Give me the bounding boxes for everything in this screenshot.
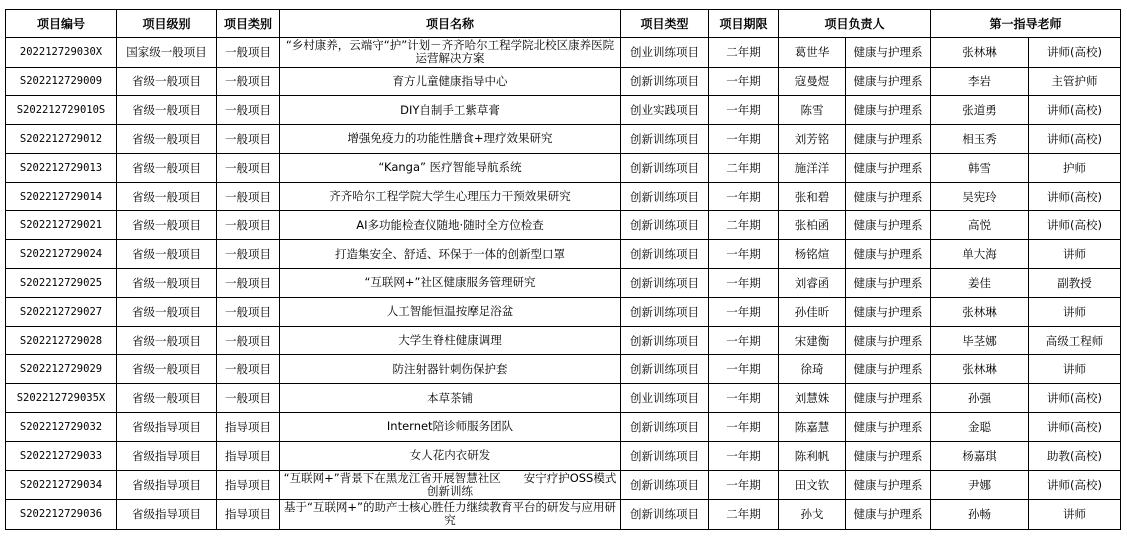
cell-code: S202212729014 [6,182,117,211]
cell-advisor-title: 副教授 [1029,269,1121,298]
cell-code: S202212729036 [6,500,117,530]
table-row [6,269,1121,298]
cell-category: 一般项目 [217,326,280,355]
cell-name: “互联网+”背景下在黑龙江省开展智慧社区 安宁疗护OSS模式创新训练 [280,470,621,500]
cell-duration: 二年期 [709,38,779,68]
cell-leader: 孙戈 [779,500,846,530]
cell-code: S202212729033 [6,441,117,470]
cell-level: 省级指导项目 [117,441,217,470]
cell-duration: 一年期 [709,355,779,384]
cell-type: 创新训练项目 [621,125,709,154]
cell-leader: 田文钦 [779,470,846,500]
cell-name: 大学生脊柱健康调理 [280,326,621,355]
cell-code: S202212729035X [6,384,117,413]
cell-duration: 二年期 [709,500,779,530]
cell-dept: 健康与护理系 [846,96,931,125]
cell-duration: 一年期 [709,269,779,298]
cell-name: 齐齐哈尔工程学院大学生心理压力干预效果研究 [280,182,621,211]
cell-type: 创新训练项目 [621,182,709,211]
cell-advisor-title: 主管护师 [1029,67,1121,96]
cell-advisor-title: 讲师(高校) [1029,384,1121,413]
table-row [6,67,1121,96]
table-row [6,384,1121,413]
cell-dept: 健康与护理系 [846,182,931,211]
table-row [6,96,1121,125]
cell-name: 本草茶铺 [280,384,621,413]
cell-type: 创新训练项目 [621,269,709,298]
header-name: 项目名称 [280,10,621,38]
cell-advisor: 张林琳 [931,38,1029,68]
cell-advisor: 高悦 [931,211,1029,240]
cell-code: S202212729028 [6,326,117,355]
table-row [6,38,1121,68]
projects-table [5,9,1121,530]
cell-advisor-title: 讲师 [1029,500,1121,530]
cell-category: 一般项目 [217,153,280,182]
cell-level: 国家级一般项目 [117,38,217,68]
cell-advisor: 韩雪 [931,153,1029,182]
cell-duration: 二年期 [709,153,779,182]
cell-leader: 陈利帆 [779,441,846,470]
cell-level: 省级一般项目 [117,125,217,154]
cell-advisor-title: 讲师(高校) [1029,182,1121,211]
cell-duration: 一年期 [709,96,779,125]
cell-type: 创新训练项目 [621,211,709,240]
cell-name: 女人花内衣研发 [280,441,621,470]
cell-type: 创业训练项目 [621,384,709,413]
cell-advisor-title: 讲师(高校) [1029,125,1121,154]
cell-category: 一般项目 [217,38,280,68]
cell-leader: 徐琦 [779,355,846,384]
cell-dept: 健康与护理系 [846,125,931,154]
cell-name: 防注射器针刺伤保护套 [280,355,621,384]
cell-type: 创业实践项目 [621,96,709,125]
table-row [6,240,1121,269]
header-advisor: 第一指导老师 [931,10,1121,38]
cell-advisor: 孙畅 [931,500,1029,530]
cell-advisor: 金聪 [931,413,1029,442]
table-row [6,297,1121,326]
cell-code: S202212729027 [6,297,117,326]
cell-advisor-title: 护师 [1029,153,1121,182]
cell-code: S202212729029 [6,355,117,384]
cell-category: 一般项目 [217,182,280,211]
cell-advisor: 单大海 [931,240,1029,269]
cell-leader: 刘芳铭 [779,125,846,154]
cell-leader: 刘睿函 [779,269,846,298]
cell-code: S202212729034 [6,470,117,500]
cell-advisor: 孙强 [931,384,1029,413]
cell-name: 育方儿童健康指导中心 [280,67,621,96]
cell-advisor: 姜佳 [931,269,1029,298]
cell-advisor-title: 讲师 [1029,355,1121,384]
cell-name: 人工智能恒温按摩足浴盆 [280,297,621,326]
cell-type: 创新训练项目 [621,500,709,530]
cell-duration: 二年期 [709,211,779,240]
cell-category: 指导项目 [217,441,280,470]
cell-category: 一般项目 [217,355,280,384]
cell-level: 省级一般项目 [117,211,217,240]
cell-advisor-title: 讲师(高校) [1029,96,1121,125]
cell-duration: 一年期 [709,240,779,269]
cell-code: 202212729030X [6,38,117,68]
cell-level: 省级一般项目 [117,297,217,326]
table-body [6,38,1121,530]
cell-type: 创新训练项目 [621,413,709,442]
cell-advisor-title: 讲师(高校) [1029,211,1121,240]
cell-code: S202212729013 [6,153,117,182]
table-row [6,326,1121,355]
cell-dept: 健康与护理系 [846,355,931,384]
cell-code: S202212729025 [6,269,117,298]
cell-name: DIY自制手工紫草膏 [280,96,621,125]
cell-advisor-title: 讲师(高校) [1029,470,1121,500]
cell-category: 指导项目 [217,500,280,530]
cell-dept: 健康与护理系 [846,240,931,269]
cell-dept: 健康与护理系 [846,326,931,355]
cell-dept: 健康与护理系 [846,413,931,442]
cell-category: 一般项目 [217,96,280,125]
cell-level: 省级一般项目 [117,182,217,211]
header-category: 项目类别 [217,10,280,38]
cell-advisor: 毕茎娜 [931,326,1029,355]
cell-leader: 杨铭煊 [779,240,846,269]
cell-advisor-title: 讲师 [1029,297,1121,326]
cell-category: 一般项目 [217,297,280,326]
cell-name: “互联网+”社区健康服务管理研究 [280,269,621,298]
cell-name: “乡村康养，云端守“护”计划－齐齐哈尔工程学院北校区康养医院运营解决方案 [280,38,621,68]
cell-duration: 一年期 [709,125,779,154]
header-leader: 项目负责人 [779,10,931,38]
cell-dept: 健康与护理系 [846,500,931,530]
cell-advisor: 李岩 [931,67,1029,96]
cell-advisor-title: 讲师(高校) [1029,413,1121,442]
cell-dept: 健康与护理系 [846,153,931,182]
cell-leader: 刘慧姝 [779,384,846,413]
cell-duration: 一年期 [709,297,779,326]
cell-type: 创业训练项目 [621,38,709,68]
cell-category: 指导项目 [217,470,280,500]
cell-code: S202212729012 [6,125,117,154]
cell-advisor: 张林琳 [931,297,1029,326]
cell-leader: 宋建衡 [779,326,846,355]
cell-type: 创新训练项目 [621,441,709,470]
header-code: 项目编号 [6,10,117,38]
cell-duration: 一年期 [709,326,779,355]
header-level: 项目级别 [117,10,217,38]
cell-category: 一般项目 [217,211,280,240]
cell-level: 省级指导项目 [117,470,217,500]
cell-duration: 一年期 [709,182,779,211]
cell-advisor: 张道勇 [931,96,1029,125]
cell-type: 创新训练项目 [621,67,709,96]
cell-type: 创新训练项目 [621,240,709,269]
cell-dept: 健康与护理系 [846,384,931,413]
cell-leader: 施洋洋 [779,153,846,182]
cell-dept: 健康与护理系 [846,441,931,470]
cell-type: 创新训练项目 [621,297,709,326]
cell-category: 一般项目 [217,125,280,154]
cell-category: 一般项目 [217,67,280,96]
cell-dept: 健康与护理系 [846,67,931,96]
cell-level: 省级指导项目 [117,500,217,530]
cell-level: 省级一般项目 [117,240,217,269]
cell-level: 省级一般项目 [117,153,217,182]
cell-leader: 陈嘉慧 [779,413,846,442]
cell-level: 省级一般项目 [117,355,217,384]
cell-category: 指导项目 [217,413,280,442]
cell-advisor: 杨嘉琪 [931,441,1029,470]
table-row [6,355,1121,384]
cell-advisor: 吴宪玲 [931,182,1029,211]
table-row [6,182,1121,211]
table-row [6,441,1121,470]
header-row [6,10,1121,38]
cell-name: 基于“互联网+”的助产士核心胜任力继续教育平台的研发与应用研究 [280,500,621,530]
table-row [6,153,1121,182]
cell-level: 省级一般项目 [117,96,217,125]
cell-code: S202212729009 [6,67,117,96]
cell-category: 一般项目 [217,269,280,298]
cell-leader: 张柏函 [779,211,846,240]
table-row [6,470,1121,500]
header-duration: 项目期限 [709,10,779,38]
cell-duration: 一年期 [709,441,779,470]
table-row [6,125,1121,154]
cell-category: 一般项目 [217,384,280,413]
cell-code: S202212729032 [6,413,117,442]
cell-advisor-title: 高级工程师 [1029,326,1121,355]
table-row [6,413,1121,442]
cell-code: S202212729021 [6,211,117,240]
table-row [6,211,1121,240]
cell-duration: 一年期 [709,413,779,442]
cell-name: AI多功能检查仪随地·随时全方位检查 [280,211,621,240]
cell-level: 省级一般项目 [117,326,217,355]
cell-leader: 陈雪 [779,96,846,125]
cell-level: 省级指导项目 [117,413,217,442]
cell-name: “Kanga” 医疗智能导航系统 [280,153,621,182]
header-type: 项目类型 [621,10,709,38]
cell-leader: 孙佳昕 [779,297,846,326]
cell-name: 增强免疫力的功能性膳食+理疗效果研究 [280,125,621,154]
cell-advisor: 相玉秀 [931,125,1029,154]
cell-advisor: 张林琳 [931,355,1029,384]
cell-level: 省级一般项目 [117,67,217,96]
cell-level: 省级一般项目 [117,269,217,298]
cell-code: S202212729024 [6,240,117,269]
cell-type: 创新训练项目 [621,326,709,355]
cell-duration: 一年期 [709,470,779,500]
cell-type: 创新训练项目 [621,153,709,182]
cell-dept: 健康与护理系 [846,38,931,68]
cell-leader: 张和碧 [779,182,846,211]
cell-leader: 葛世华 [779,38,846,68]
cell-dept: 健康与护理系 [846,269,931,298]
cell-advisor-title: 讲师(高校) [1029,38,1121,68]
cell-advisor-title: 讲师 [1029,240,1121,269]
cell-duration: 一年期 [709,67,779,96]
cell-name: 打造集安全、舒适、环保于一体的创新型口罩 [280,240,621,269]
cell-advisor: 尹娜 [931,470,1029,500]
cell-advisor-title: 助教(高校) [1029,441,1121,470]
cell-duration: 一年期 [709,384,779,413]
cell-level: 省级一般项目 [117,384,217,413]
cell-category: 一般项目 [217,240,280,269]
cell-type: 创新训练项目 [621,355,709,384]
cell-dept: 健康与护理系 [846,211,931,240]
cell-leader: 寇曼煜 [779,67,846,96]
cell-type: 创新训练项目 [621,470,709,500]
cell-dept: 健康与护理系 [846,470,931,500]
table-row [6,500,1121,530]
cell-name: Internet陪诊师服务团队 [280,413,621,442]
cell-dept: 健康与护理系 [846,297,931,326]
cell-code: S202212729010S [6,96,117,125]
